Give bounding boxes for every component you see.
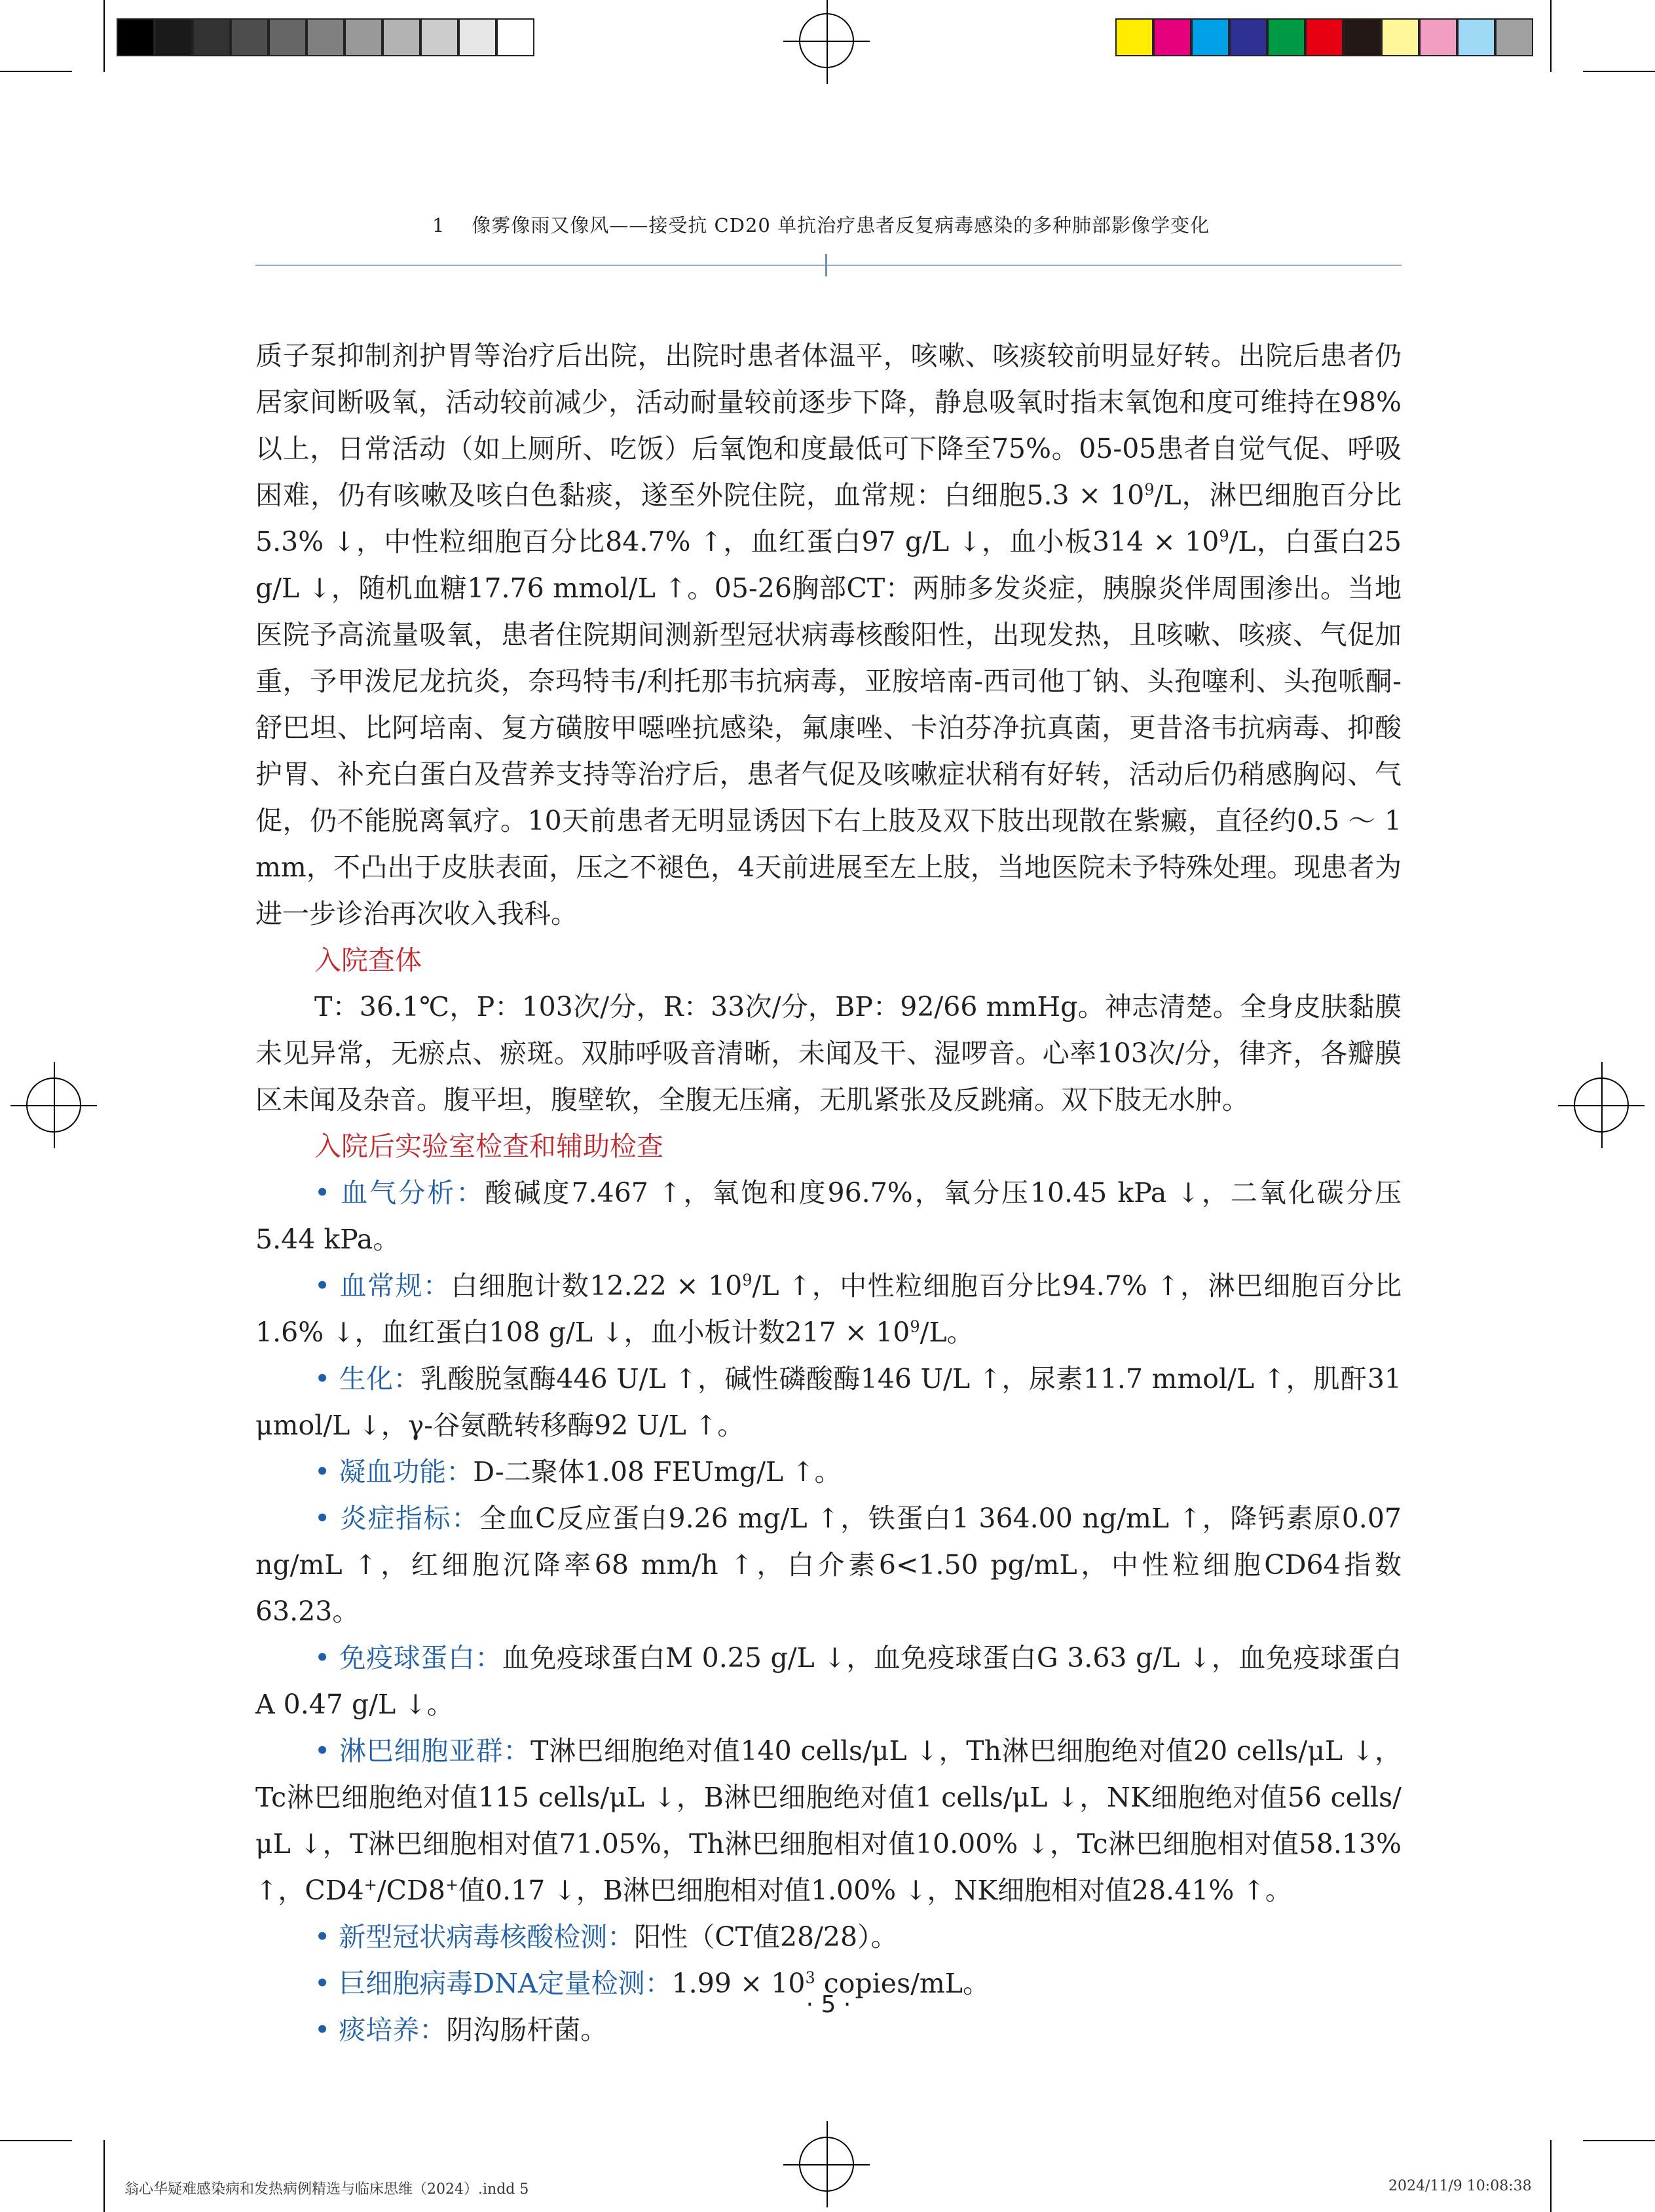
page-body: [255, 333, 1402, 2053]
color-swatch-2: [1153, 18, 1191, 56]
lab-item-sup-a: 9: [742, 1271, 753, 1290]
crop-mark-top-left-h: [0, 71, 72, 72]
lab-item-text-a: 阳性（CT值28/28）。: [634, 1921, 898, 1953]
exam-paragraph: T：36.1℃，P：103次/分，R：33次/分，BP：92/66 mmHg。神志清楚。全身皮肤黏膜未见异常，无瘀点、瘀斑。双肺呼吸音清晰，未闻及干、湿啰音。心率103次/分，律齐，各瓣膜区未闻及杂音。腹平坦，腹壁软，全腹无压痛，无肌紧张及反跳痛。双下肢无水肿。: [255, 991, 1402, 1115]
lab-item-text-a: 全血C反应蛋白9.26 mg/L ↑，铁蛋白1 364.00 ng/mL ↑，降钙素原0.07 ng/mL ↑，红细胞沉降率68 mm/h ↑，白介素6<1.50 pg/mL，中性粒细胞CD64指数63.23。: [255, 1503, 1402, 1627]
registration-mark-right: [1574, 1078, 1629, 1133]
lab-item-sup-a: 3: [805, 1968, 815, 1987]
bullet-dot: •: [314, 1270, 331, 1302]
lab-item-sup-a: +: [363, 1875, 377, 1894]
gray-swatch-11: [496, 18, 534, 56]
lab-item-label: 血气分析：: [341, 1177, 485, 1209]
chapter-title: 像雾像雨又像风——接受抗 CD20 单抗治疗患者反复病毒感染的多种肺部影像学变化: [472, 214, 1210, 236]
intro-paragraph: [255, 333, 1402, 937]
lab-item-text-a: D-二聚体1.08 FEUmg/L ↑。: [473, 1456, 842, 1488]
lab-item-label: 新型冠状病毒核酸检测：: [339, 1921, 635, 1953]
gray-swatch-1: [117, 18, 155, 56]
page-number: · 5 ·: [806, 1991, 851, 2018]
gray-swatch-5: [269, 18, 307, 56]
lab-item: [255, 1495, 1402, 1635]
registration-mark-bottom: [799, 2137, 854, 2192]
color-swatch-7: [1343, 18, 1381, 56]
crop-mark-top-right-v: [1550, 0, 1552, 72]
lab-item-text-a: 1.99 × 10: [671, 1968, 806, 1999]
crop-mark-bottom-left-h: [0, 2140, 72, 2141]
crop-mark-bottom-left-v: [103, 2140, 105, 2212]
process-color-bar: [1115, 18, 1533, 56]
lab-item: [255, 1170, 1402, 1263]
lab-item-text-c: 值0.17 ↓，B淋巴细胞相对值1.00% ↓，NK细胞相对值28.41% ↑。: [458, 1875, 1292, 1906]
color-swatch-8: [1381, 18, 1419, 56]
file-slug: 翁心华疑难感染病和发热病例精选与临床思维（2024）.indd 5: [124, 2181, 529, 2198]
color-swatch-3: [1191, 18, 1229, 56]
intro-sup-a: 9: [1144, 480, 1155, 499]
lab-item-label: 痰培养：: [339, 2014, 447, 2046]
lab-item: [255, 1449, 1402, 1495]
lab-item-text-a: 乳酸脱氢酶446 U/L ↑，碱性磷酸酶146 U/L ↑，尿素11.7 mmol/L ↑，肌酐31 μmol/L ↓，γ-谷氨酰转移酶92 U/L ↑。: [255, 1363, 1402, 1441]
lab-item-sup-b: 9: [910, 1317, 920, 1336]
crop-mark-bottom-right-h: [1583, 2140, 1655, 2141]
lab-item-text-a: 酸碱度7.467 ↑，氧饱和度96.7%，氧分压10.45 kPa ↓，二氧化碳分压5.44 kPa。: [255, 1177, 1402, 1255]
gray-swatch-10: [458, 18, 496, 56]
lab-item-text-c: /L。: [920, 1317, 974, 1348]
lab-item-label: 炎症指标：: [339, 1503, 479, 1534]
lab-results-list: [255, 1170, 1402, 2053]
color-swatch-9: [1419, 18, 1457, 56]
color-swatch-10: [1457, 18, 1495, 56]
gray-swatch-7: [344, 18, 382, 56]
color-swatch-4: [1229, 18, 1267, 56]
color-swatch-6: [1305, 18, 1343, 56]
lab-item-text-b: /CD8: [377, 1875, 445, 1906]
bullet-dot: •: [314, 2014, 331, 2046]
lab-item-label: 免疫球蛋白：: [339, 1642, 502, 1674]
bullet-dot: •: [314, 1177, 331, 1209]
gray-swatch-2: [155, 18, 193, 56]
header-rule-tick: [825, 254, 827, 276]
print-timestamp: 2024/11/9 10:08:38: [1388, 2178, 1532, 2194]
registration-mark-top: [799, 13, 854, 68]
lab-item-label: 凝血功能：: [339, 1456, 474, 1488]
header-rule: [255, 265, 1402, 266]
color-swatch-11: [1495, 18, 1533, 56]
gray-swatch-9: [420, 18, 458, 56]
lab-item-label: 巨细胞病毒DNA定量检测：: [339, 1968, 672, 1999]
lab-item-label: 生化：: [339, 1363, 421, 1395]
crop-mark-top-left-v: [103, 0, 105, 72]
lab-item: [255, 1914, 1402, 1960]
lab-item-text-a: 血免疫球蛋白M 0.25 g/L ↓，血免疫球蛋白G 3.63 g/L ↓，血免疫球蛋白A 0.47 g/L ↓。: [255, 1642, 1402, 1720]
lab-item-label: 淋巴细胞亚群：: [339, 1735, 531, 1767]
gray-swatch-6: [307, 18, 344, 56]
bullet-dot: •: [314, 1363, 331, 1395]
bullet-dot: •: [314, 1503, 331, 1534]
bullet-dot: •: [314, 1968, 331, 1999]
lab-item-text-a: 阴沟肠杆菌。: [446, 2014, 608, 2046]
intro-text-c: /L，白蛋白25 g/L ↓，随机血糖17.76 mmol/L ↑。05-26胸部CT：两肺多发炎症，胰腺炎伴周围渗出。当地医院予高流量吸氧，患者住院期间测新型冠状病毒核酸阳性，出现发热，且咳嗽、咳痰、气促加重，予甲泼尼龙抗炎，奈玛特韦/利托那韦抗病毒，亚胺培南-西司他丁钠、头孢噻利、头孢哌酮-舒巴坦、比阿培南、复方磺胺甲噁唑抗感染，氟康唑、卡泊芬净抗真菌，更昔洛韦抗病毒、抑酸护胃、补充白蛋白及营养支持等治疗后，患者气促及咳嗽症状稍有好转，活动后仍稍感胸闷、气促，仍不能脱离氧疗。10天前患者无明显诱因下右上肢及双下肢出现散在紫癜，直径约0.5 ～ 1 mm，不凸出于皮肤表面，压之不褪色，4天前进展至左上肢，当地医院未予特殊处理。现患者为进一步诊治再次收入我科。: [255, 526, 1402, 929]
grayscale-color-bar: [117, 18, 534, 56]
lab-item-text-a: T淋巴细胞绝对值140 cells/μL ↓，Th淋巴细胞绝对值20 cells/μL ↓，Tc淋巴细胞绝对值115 cells/μL ↓，B淋巴细胞绝对值1 cells/μL ↓，NK细胞绝对值56 cells/μL ↓，T淋巴细胞相对值71.05%，Th淋巴细胞相对值10.00% ↓，Tc淋巴细胞相对值58.13% ↑，CD4: [255, 1735, 1402, 1906]
lab-item: [255, 1356, 1402, 1449]
labs-heading: 入院后实验室检查和辅助检查: [314, 1131, 663, 1162]
lab-item-text-a: 白细胞计数12.22 × 10: [451, 1270, 743, 1302]
lab-item-sup-b: +: [445, 1875, 459, 1894]
lab-item-label: 血常规：: [339, 1270, 451, 1302]
intro-text-b: /L，淋巴细胞百分比5.3% ↓，中性粒细胞百分比84.7% ↑，血红蛋白97 g/L ↓，血小板314 × 10: [255, 479, 1402, 557]
running-head: [432, 211, 1210, 238]
lab-item: [255, 1728, 1402, 1914]
registration-mark-left: [26, 1078, 81, 1133]
intro-text-a: 质子泵抑制剂护胃等治疗后出院，出院时患者体温平，咳嗽、咳痰较前明显好转。出院后患者仍居家间断吸氧，活动较前减少，活动耐量较前逐步下降，静息吸氧时指末氧饱和度可维持在98%以上，日常活动（如上厕所、吃饭）后氧饱和度最低可下降至75%。05-05患者自觉气促、呼吸困难，仍有咳嗽及咳白色黏痰，遂至外院住院，血常规：白细胞5.3 × 10: [255, 340, 1402, 511]
chapter-number: 1: [432, 214, 445, 236]
lab-item: [255, 1635, 1402, 1728]
color-swatch-5: [1267, 18, 1305, 56]
lab-item-text-b: /L ↑，中性粒细胞百分比94.7% ↑，淋巴细胞百分比1.6% ↓，血红蛋白108 g/L ↓，血小板计数217 × 10: [255, 1270, 1402, 1348]
intro-sup-b: 9: [1219, 527, 1229, 546]
bullet-dot: •: [314, 1456, 331, 1488]
lab-item-text-b: copies/mL。: [815, 1968, 990, 1999]
bullet-dot: •: [314, 1735, 331, 1767]
bullet-dot: •: [314, 1642, 331, 1674]
exam-heading: 入院查体: [314, 945, 422, 976]
gray-swatch-8: [382, 18, 420, 56]
gray-swatch-4: [231, 18, 269, 56]
lab-item: [255, 1263, 1402, 1356]
crop-mark-bottom-right-v: [1550, 2140, 1552, 2212]
gray-swatch-3: [193, 18, 231, 56]
bullet-dot: •: [314, 1921, 331, 1953]
color-swatch-1: [1115, 18, 1153, 56]
crop-mark-top-right-h: [1583, 71, 1655, 72]
